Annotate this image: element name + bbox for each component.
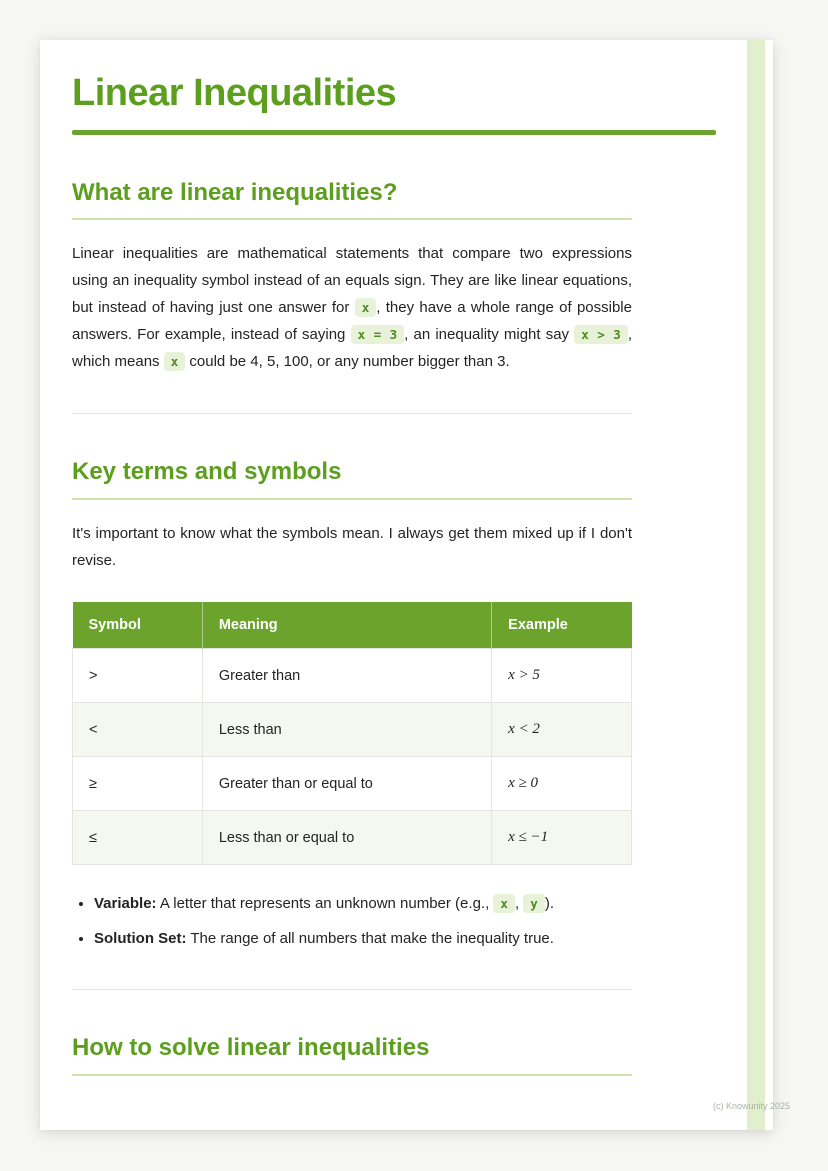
text-segment: A letter that represents an unknown number (e.g.,: [156, 895, 494, 913]
text-segment: could be 4, 5, 100, or any number bigger than 3.: [185, 353, 510, 371]
table-cell-meaning: Greater than or equal to: [202, 757, 491, 811]
table-row: [73, 703, 632, 757]
math-expression: x ≥ 0: [508, 775, 539, 792]
table-row: [73, 757, 632, 811]
table-cell-example: [492, 649, 632, 703]
inline-code-chip: x = 3: [351, 325, 405, 344]
math-expression: x ≤ −1: [508, 829, 549, 846]
term-label: Solution Set:: [94, 929, 187, 947]
copyright-notice: (c) Knowunity 2025: [712, 1101, 790, 1111]
section-divider: [72, 989, 632, 990]
document-sheet: [40, 40, 773, 1130]
text-segment: , an inequality might say: [404, 326, 575, 344]
term-label: Variable:: [94, 895, 157, 913]
table-header-example: Example: [492, 602, 632, 649]
section-divider: [72, 413, 632, 414]
key-terms-list: [72, 891, 644, 951]
table-header-symbol: Symbol: [73, 602, 203, 649]
table-row: [73, 811, 632, 865]
text-segment: , they have a whole range of possible answers. For example, instead of saying: [72, 299, 632, 344]
text-segment: , which means: [72, 326, 632, 371]
title-rule: [72, 130, 716, 135]
text-segment: Linear inequalities are mathematical statements that compare two expressions using an inequality symbol instead of an equals sign. They are like linear equations, but instead of having just one answer for: [72, 245, 632, 317]
inline-code-chip: y: [523, 894, 545, 913]
table-cell-symbol: >: [73, 649, 203, 703]
document-content: [40, 40, 773, 1076]
section-key-terms: [72, 458, 773, 951]
key-terms-intro: It's important to know what the symbols mean. I always get them mixed up if I don't revise.: [72, 525, 632, 570]
table-header-row: [73, 602, 632, 649]
table-cell-meaning: Greater than: [202, 649, 491, 703]
section-how-to-solve: [72, 1034, 773, 1076]
symbols-table: [72, 602, 632, 865]
inline-code-chip: x: [164, 352, 186, 371]
page-title: Linear Inequalities: [72, 72, 397, 114]
text-segment: ).: [544, 895, 554, 913]
math-expression: x < 2: [508, 721, 540, 738]
table-row: [73, 649, 632, 703]
text-segment: The range of all numbers that make the inequality true.: [186, 929, 554, 947]
section-heading-how-to-solve: How to solve linear inequalities: [72, 1034, 632, 1076]
section-heading-key-terms: Key terms and symbols: [72, 458, 632, 500]
math-expression: x > 5: [508, 667, 540, 684]
table-cell-example: [492, 811, 632, 865]
list-item-solution-set: [94, 926, 644, 952]
table-cell-meaning: Less than: [202, 703, 491, 757]
table-cell-example: [492, 757, 632, 811]
intro-paragraph: [72, 240, 632, 375]
inline-code-chip: x: [355, 298, 377, 317]
inline-code-chip: x > 3: [574, 325, 628, 344]
table-cell-symbol: <: [73, 703, 203, 757]
table-cell-symbol: ≤: [73, 811, 203, 865]
section-what-are-linear-inequalities: [72, 179, 773, 376]
table-cell-symbol: ≥: [73, 757, 203, 811]
list-item-variable: [94, 891, 644, 917]
table-cell-example: [492, 703, 632, 757]
text-segment: ,: [514, 895, 524, 913]
table-header-meaning: Meaning: [202, 602, 491, 649]
inline-code-chip: x: [493, 894, 515, 913]
section-heading-what: What are linear inequalities?: [72, 179, 632, 221]
table-cell-meaning: Less than or equal to: [202, 811, 491, 865]
